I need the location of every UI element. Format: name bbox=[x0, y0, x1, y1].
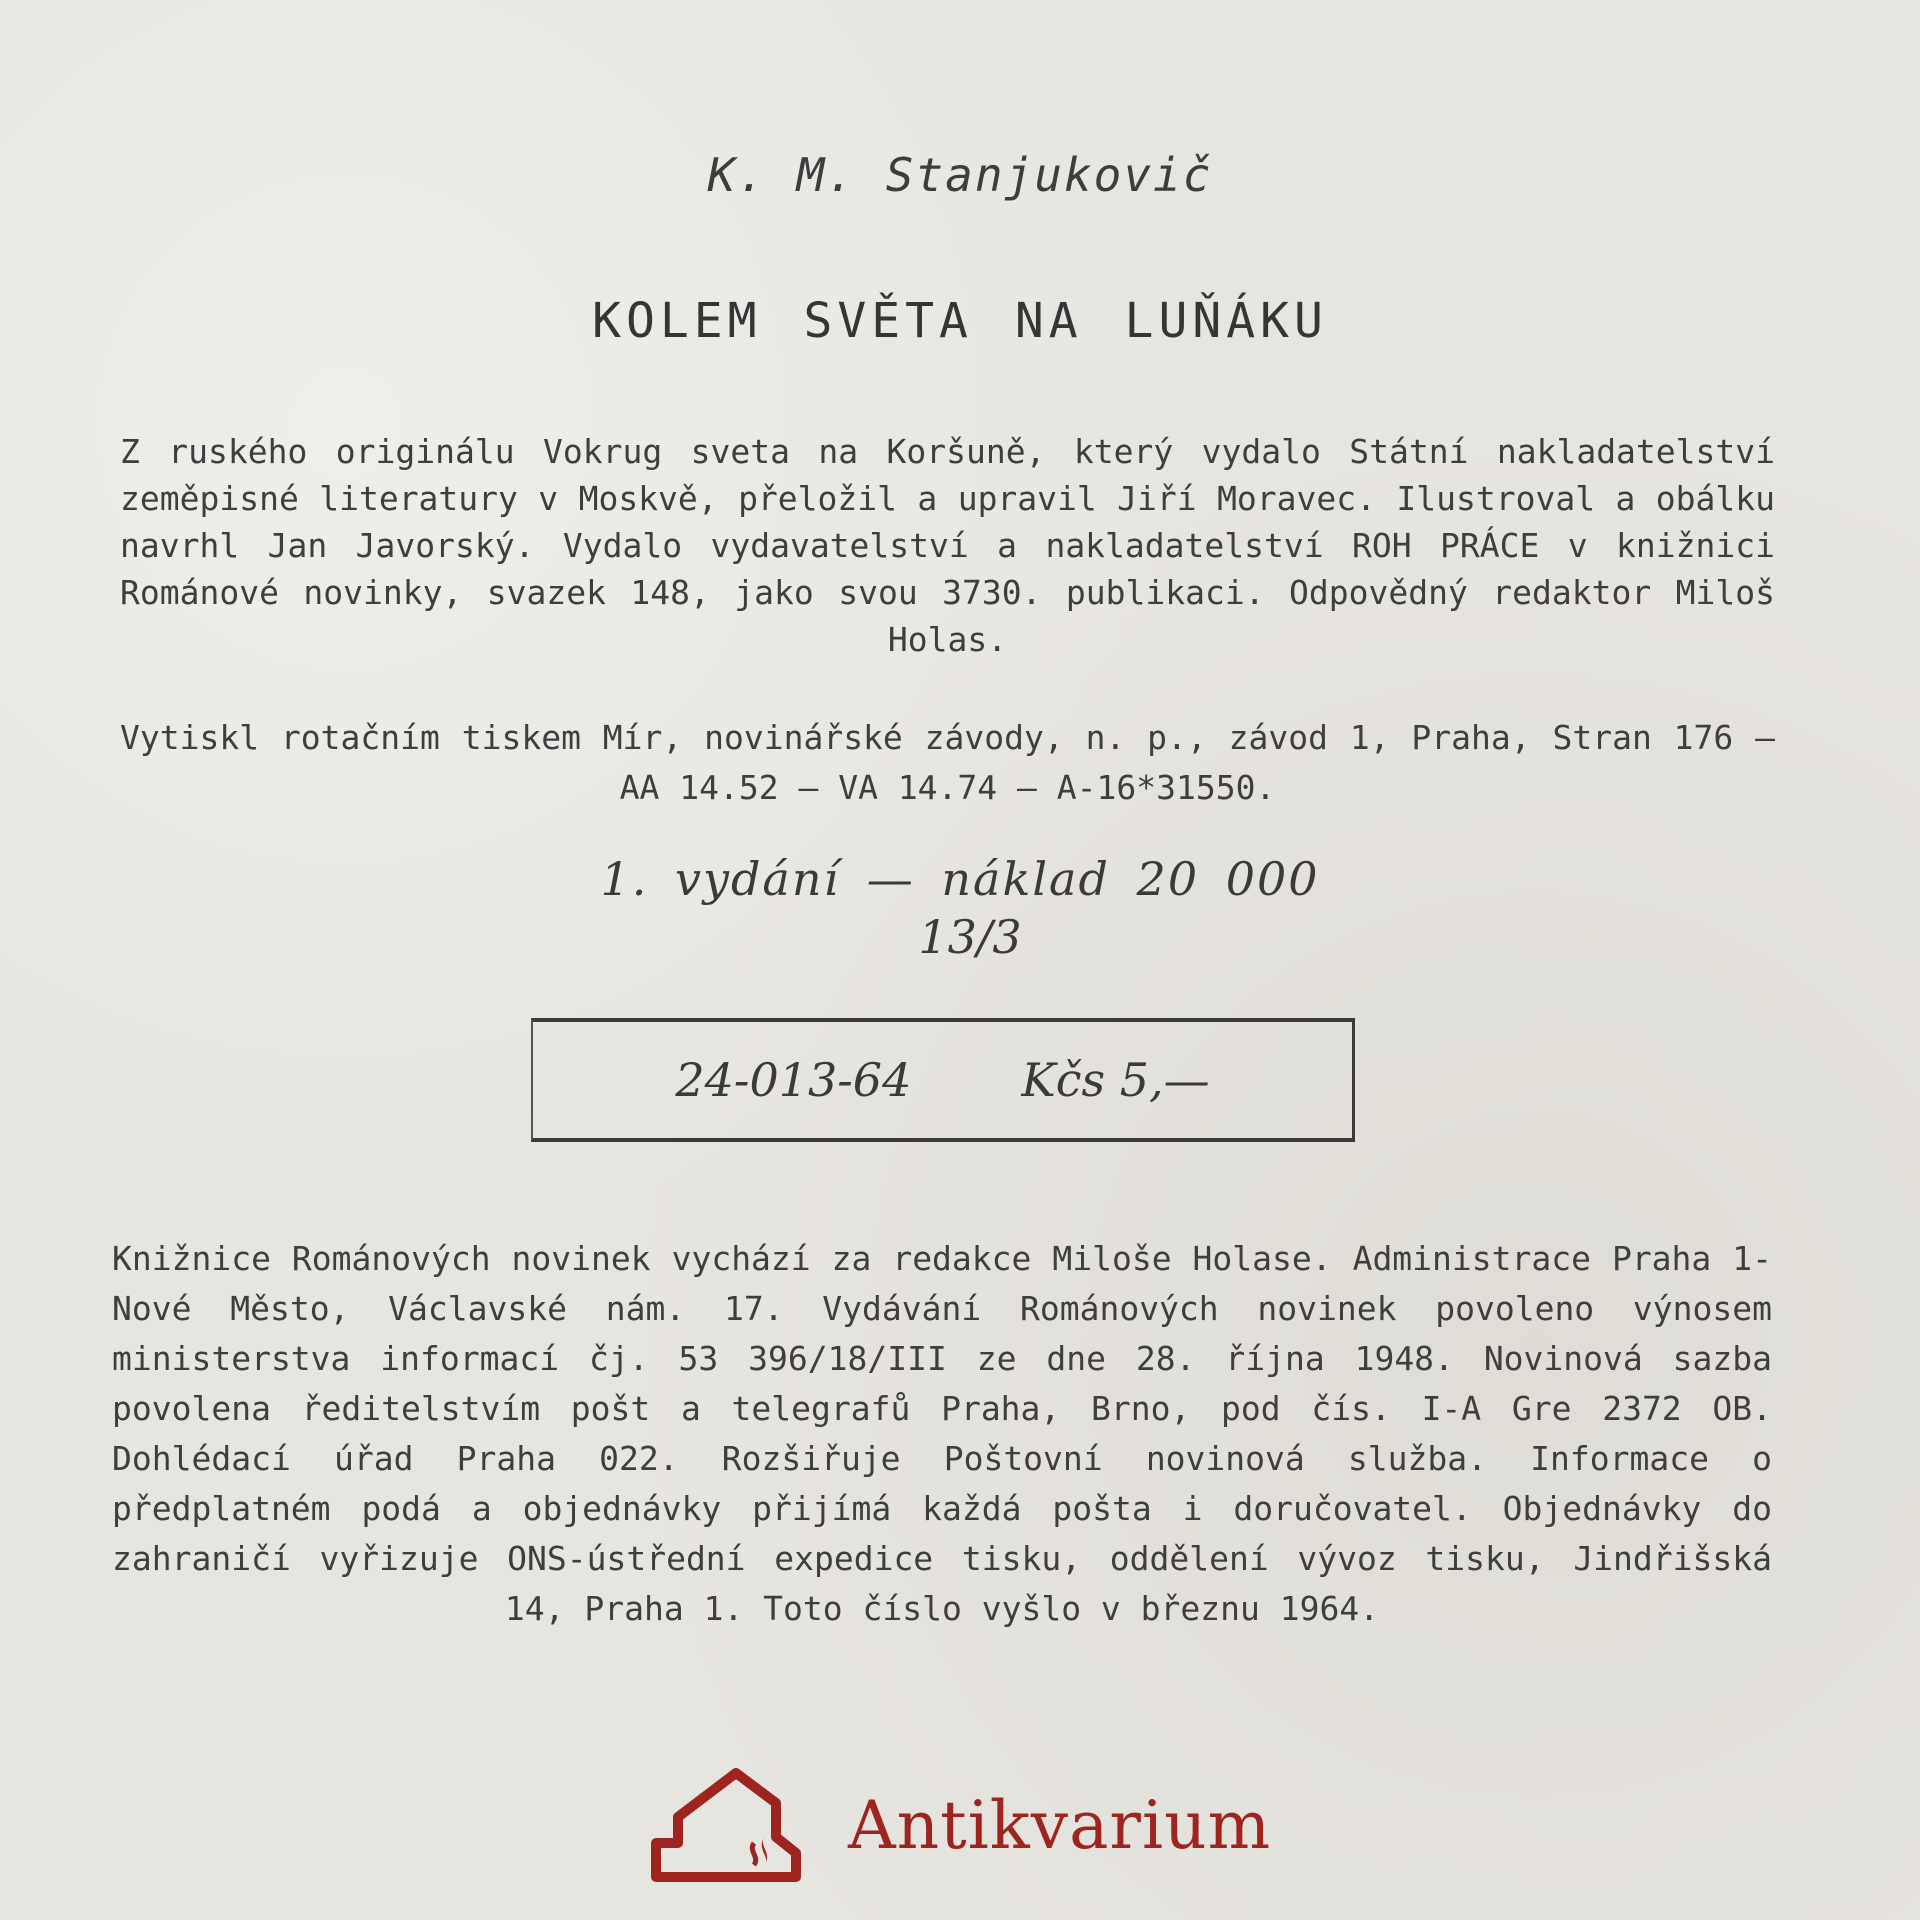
author-name: K. M. Stanjukovič bbox=[707, 148, 1213, 202]
printer-info: Vytiskl rotačním tiskem Mír, novinářské závody, n. p., závod 1, Praha, Stran 176 — AA 14.52 — VA 14.74 — A-16*31550. bbox=[120, 718, 1775, 807]
antikvarium-logo-text: Antikvarium bbox=[848, 1786, 1272, 1864]
catalog-code: 24-013-64 bbox=[675, 1053, 912, 1107]
price: Kčs 5,— bbox=[1021, 1053, 1210, 1107]
translation-imprint: Z ruského originálu Vokrug sveta na Koršuně, který vydalo Státní nakladatelství zeměpisné literatury v Moskvě, přeložil a upravil Jiří Moravec. Ilustroval a obálku navrhl Jan Javorský. Vydalo vydavatelství a nakladatelství ROH PRÁCE v knižnici Románové novinky, svazek 148, jako svou 3730. publikaci. Odpovědný redaktor Miloš Holas. bbox=[120, 432, 1775, 659]
price-box bbox=[531, 1018, 1355, 1142]
edition-info: 1. vydání — náklad 20 000 bbox=[600, 852, 1320, 906]
book-title: KOLEM SVĚTA NA LUŇÁKU bbox=[592, 293, 1328, 349]
house-chimney-icon bbox=[648, 1765, 818, 1885]
edition-code: 13/3 bbox=[918, 910, 1022, 964]
administration-info: Knižnice Románových novinek vychází za redakce Miloše Holase. Administrace Praha 1-Nové Město, Václavské nám. 17. Vydávání Románových novinek povoleno výnosem ministerstva informací čj. 53 396/18/III ze dne 28. října 1948. Novinová sazba povolena ředitelstvím pošt a telegrafů Praha, Brno, pod čís. I-A Gre 2372 OB. Dohlédací úřad Praha 022. Rozšiřuje Poštovní novinová služba. Informace o předplatném podá a objednávky přijímá každá pošta i doručovatel. Objednávky do zahraničí vyřizuje ONS-ústřední expedice tisku, oddělení vývoz tisku, Jindřišská 14, Praha 1. Toto číslo vyšlo v březnu 1964. bbox=[112, 1239, 1772, 1628]
antikvarium-watermark bbox=[648, 1765, 1271, 1885]
